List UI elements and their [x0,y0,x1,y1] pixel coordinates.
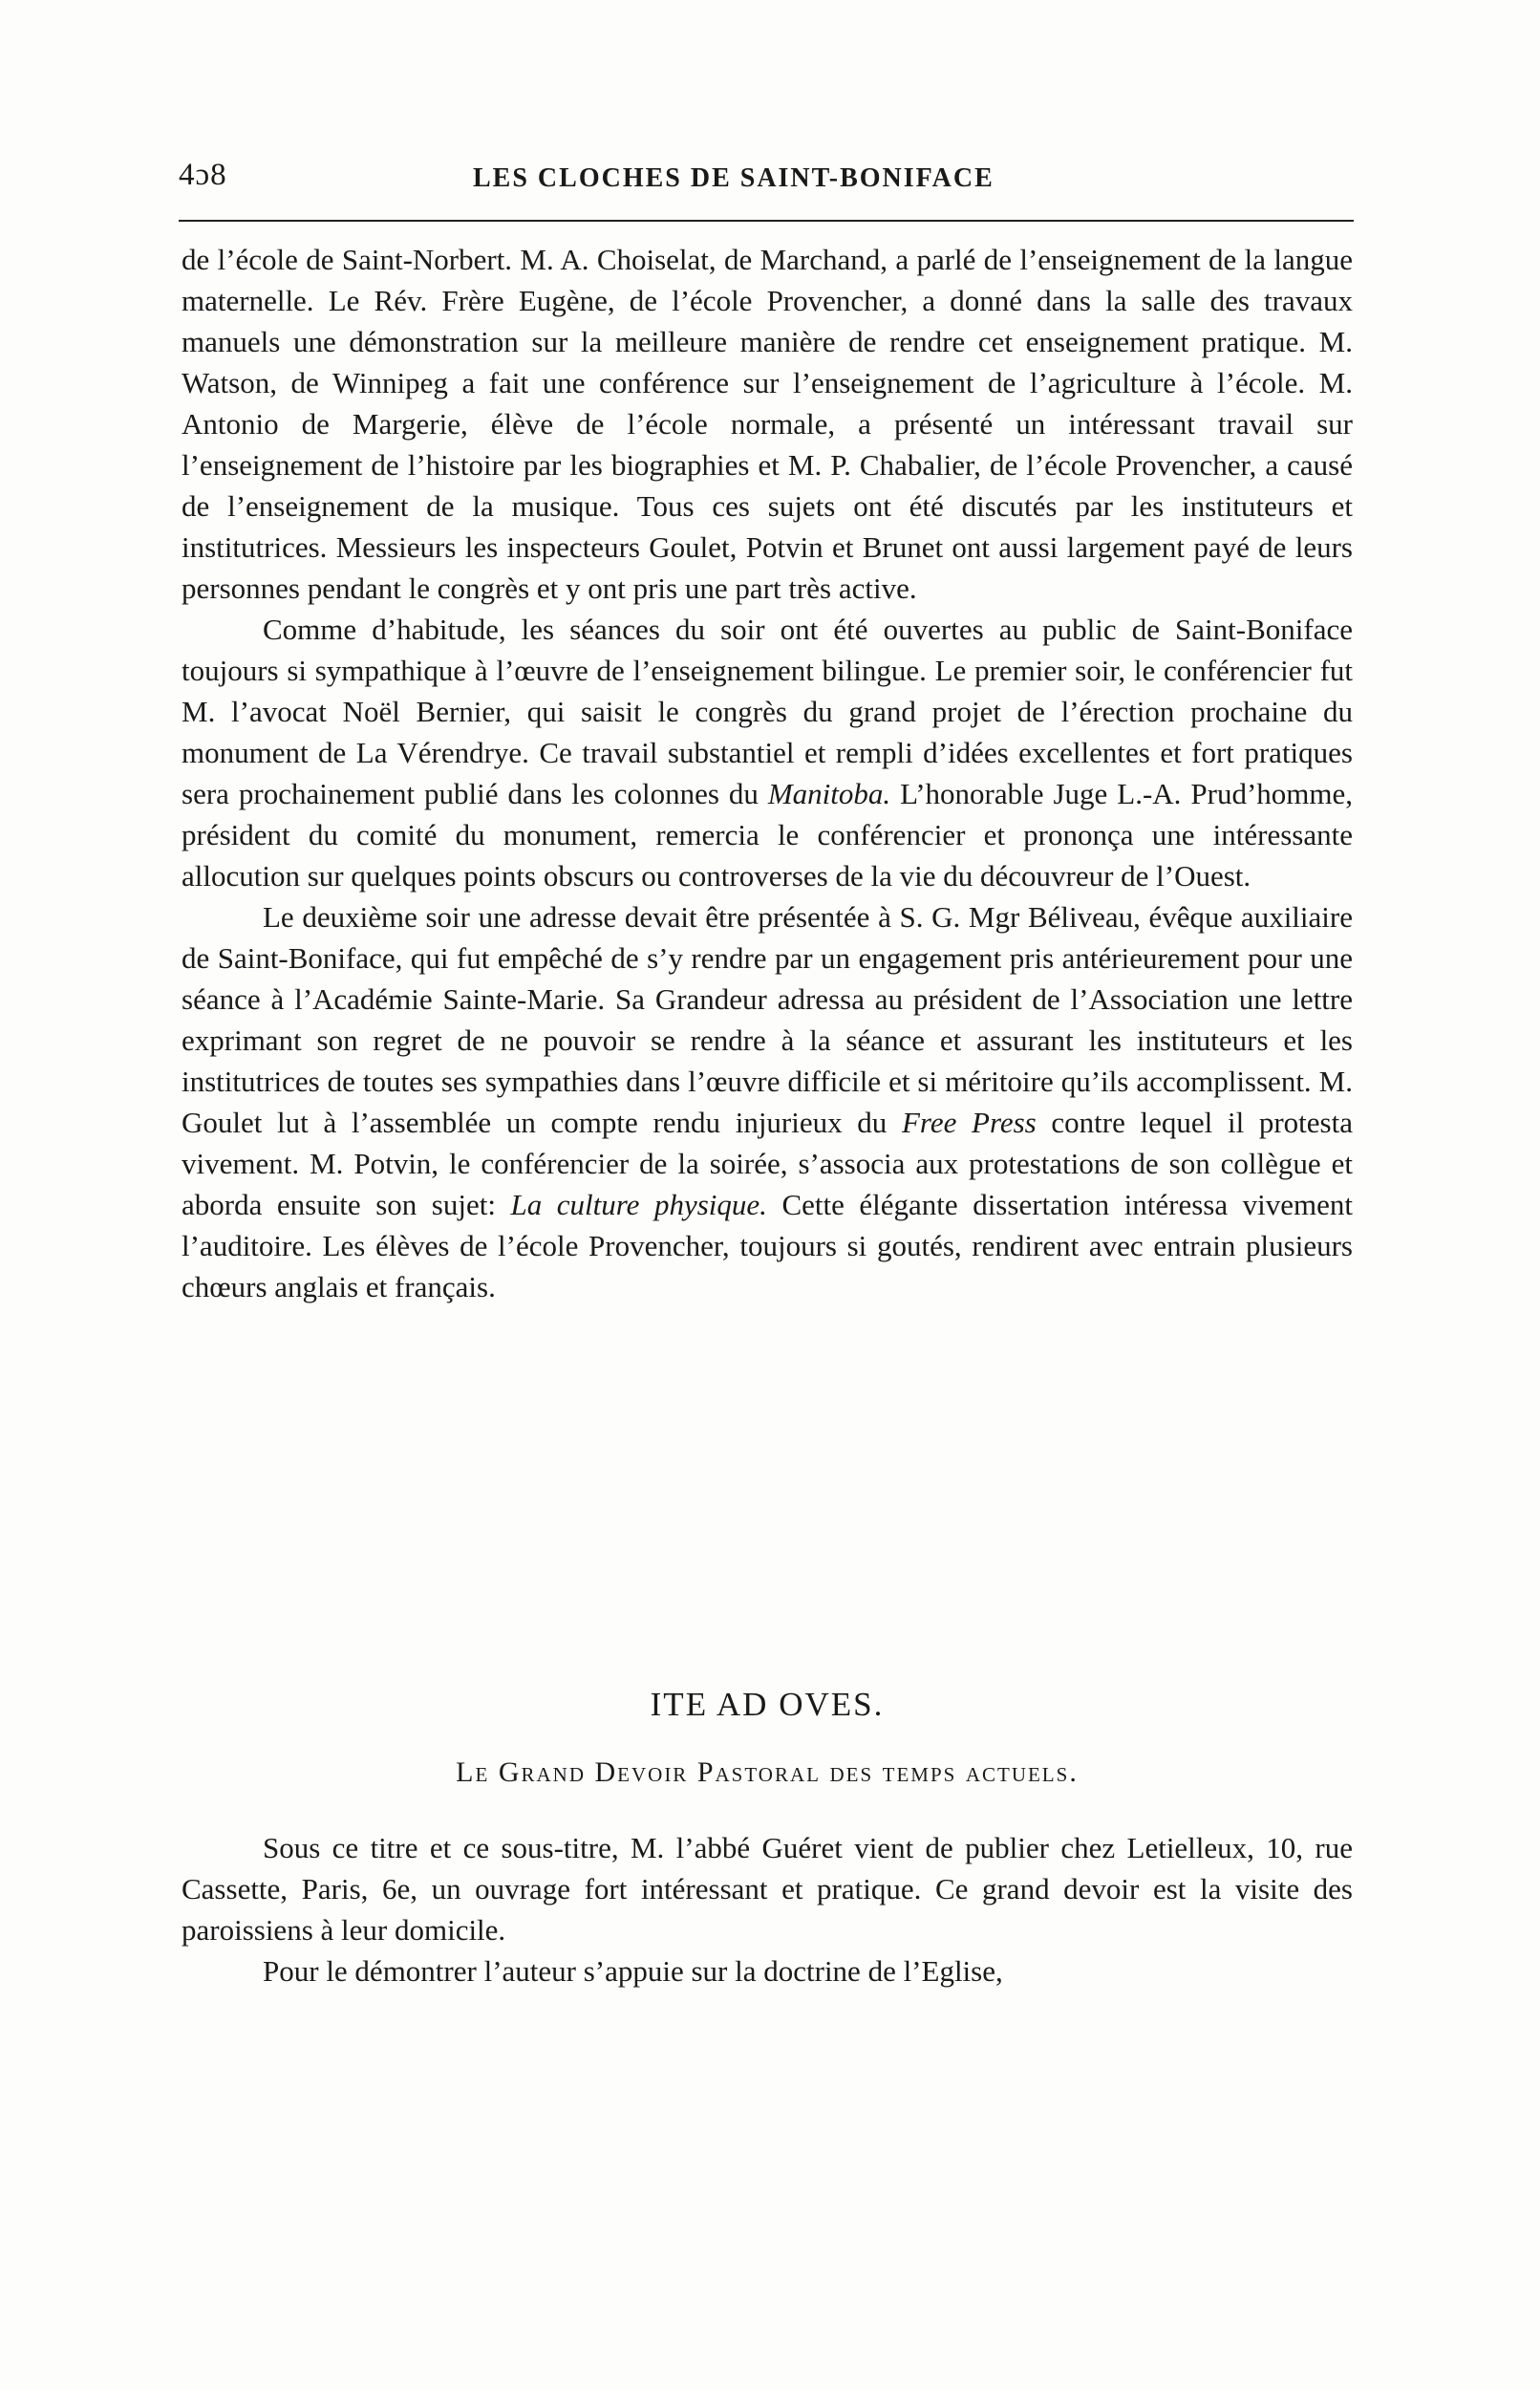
italic-title: Manitoba. [767,777,891,810]
section-subtitle: Le Grand Devoir Pastoral des temps actuels. [456,1756,1079,1788]
paragraph [182,609,1353,896]
page-header [179,158,1354,205]
paragraph-text: L’honorable Juge L.-A. Prud’homme, président du comité du monument, remercia le conférencier et prononça une intéressante allocution sur quelques points obscurs ou controverses de la vie du découvreur de l’Ouest. [182,777,1353,893]
paragraph-text: Cette élégante dissertation intéressa vivement l’auditoire. Les élèves de l’école Provencher, toujours si goutés, rendirent avec entrain plusieurs chœurs anglais et français. [182,1188,1353,1303]
running-title: LES CLOCHES DE SAINT-BONIFACE [473,163,995,193]
page-number: 4ɔ8 [179,158,227,192]
paragraph-text: Comme d’habitude, les séances du soir ont été ouvertes au public de Saint-Boniface toujours si sympathique à l’œuvre de l’enseignement bilingue. Le premier soir, le conférencier fut M. l’avocat Noël Bernier, qui saisit le congrès du grand projet de l’érection prochaine du monument de La Vérendrye. Ce travail substantiel et rempli d’idées excellentes et fort pratiques sera prochainement publié dans les colonnes du [182,613,1353,810]
italic-title: La culture physique. [510,1188,767,1221]
paragraph-text: contre lequel il protesta vivement. M. Potvin, le conférencier de la soirée, s’associa aux protestations de son collègue et aborda ensuite son sujet: [182,1106,1353,1221]
section-title: ITE AD OVES. [650,1686,885,1723]
italic-title: Free Press [901,1106,1037,1139]
paragraph-text: de l’école de Saint-Norbert. M. A. Choiselat, de Marchand, a parlé de l’enseignement de la langue maternelle. Le Rév. Frère Eugène, de l’école Provencher, a donné dans la salle des travaux manuels une démonstration sur la meilleure manière de rendre cet enseignement pratique. M. Watson, de Winnipeg a fait une conférence sur l’enseignement de l’agriculture à l’école. M. Antonio de Margerie, élève de l’école normale, a présenté un intéressant travail sur l’enseignement de l’histoire par les biographies et M. P. Chabalier, de l’école Provencher, a causé de l’enseignement de la musique. Tous ces sujets ont été discutés par les instituteurs et institutrices. Messieurs les inspecteurs Goulet, Potvin et Brunet ont aussi largement payé de leurs personnes pendant le congrès et y ont pris une part très active. [182,243,1353,605]
paragraph [182,239,1353,609]
paragraph: Sous ce titre et ce sous-titre, M. l’abbé Guéret vient de publier chez Letielleux, 10, rue Cassette, Paris, 6e, un ouvrage fort intéressant et pratique. Ce grand devoir est la visite des paroissiens à leur domicile. [182,1831,1353,1947]
paragraph: Pour le démontrer l’auteur s’appuie sur la doctrine de l’Eglise, [263,1954,1003,1988]
review-body [182,1827,1353,1992]
paragraph [182,896,1353,1307]
article-body [182,239,1353,1307]
paragraph-text: Le deuxième soir une adresse devait être présentée à S. G. Mgr Béliveau, évêque auxiliaire de Saint-Boniface, qui fut empêché de s’y rendre par un engagement pris antérieurement pour une séance à l’Académie Sainte-Marie. Sa Grandeur adressa au président de l’Association une lettre exprimant son regret de ne pouvoir se rendre à la séance et assurant les instituteurs et les institutrices de toutes ses sympathies dans l’œuvre difficile et si méritoire qu’ils accomplissent. M. Goulet lut à l’assemblée un compte rendu injurieux du [182,900,1353,1139]
header-rule [179,220,1354,222]
